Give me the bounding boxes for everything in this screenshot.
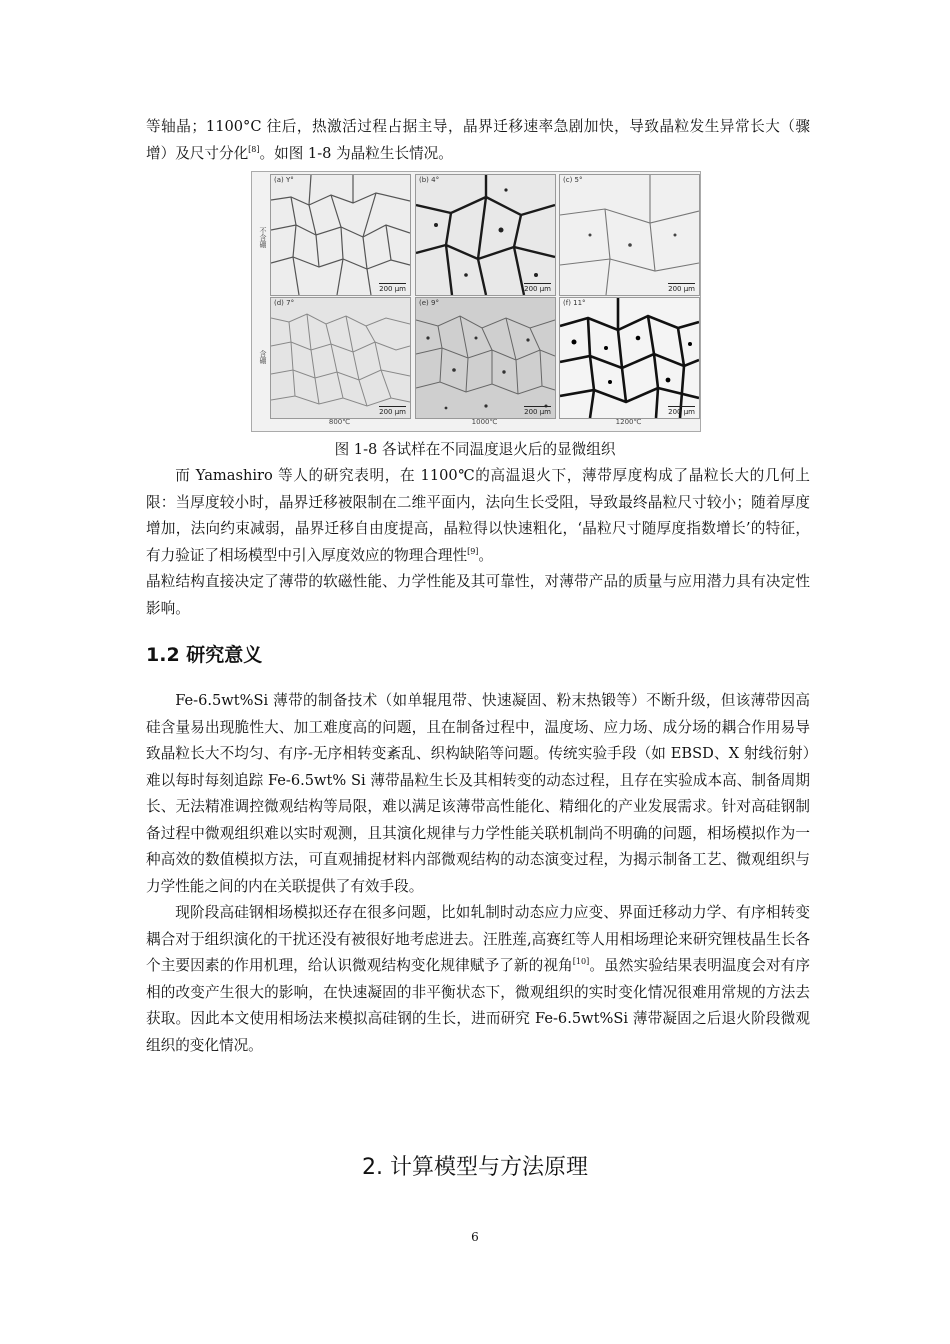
yamashiro-text: 而 Yamashiro 等人的研究表明，在 1100℃的高温退火下，薄带厚度构成了晶粒长大的几何上限：当厚度较小时，晶界迁移被限制在二维平面内，法向生长受阻，导致最终晶粒尺寸较小；随着厚度增加，法向约束减弱，晶界迁移自由度提高，晶粒得以快速粗化，‘晶粒尺寸随厚度指数增长’的特征，有力验证了相场模型中引入厚度效应的物理合理性	[146, 467, 810, 564]
scale-bar-e: 200 μm	[524, 408, 551, 416]
body-text-block-1	[146, 463, 810, 622]
grain-structure-e	[416, 298, 555, 418]
temp-label-1000: 1000℃	[471, 418, 498, 426]
row-label-boron: 含硼	[259, 350, 267, 364]
yamashiro-paragraph	[146, 463, 810, 569]
intro-tail: 。如图 1-8 为晶粒生长情况。	[259, 144, 453, 162]
scale-bar-a: 200 μm	[379, 285, 406, 293]
citation-9: [9]	[467, 546, 479, 556]
micrograph-panel-e	[415, 297, 556, 419]
significance-paragraph-1: Fe-6.5wt%Si 薄带的制备技术（如单辊甩带、快速凝固、粉末热锻等）不断升级，但该薄带因高硅含量易出现脆性大、加工难度高的问题，且在制备过程中，温度场、应力场、成分场的耦合作用易导致晶粒长大不均匀、有序-无序相转变紊乱、织构缺陷等问题。传统实验手段（如 EBSD、X 射线衍射）难以每时每刻追踪 Fe-6.5wt% Si 薄带晶粒生长及其相转变的动态过程，且存在实验成本高、制备周期长、无法精准调控微观结构等局限，难以满足该薄带高性能化、精细化的产业发展需求。针对高硅钢制备过程中微观组织难以实时观测，且其演化规律与力学性能关联机制尚不明确的问题，相场模拟作为一种高效的数值模拟方法，可直观捕捉材料内部微观结构的动态演变过程，为揭示制备工艺、微观组织与力学性能之间的内在关联提供了有效手段。	[146, 692, 810, 895]
panel-label-c: (c) 5°	[563, 176, 583, 184]
micrograph-panel-d	[270, 297, 411, 419]
grain-structure-d	[271, 298, 410, 418]
temp-label-1200: 1200℃	[615, 418, 642, 426]
scale-bar-b: 200 μm	[524, 285, 551, 293]
significance-2-text: 现阶段高硅钢相场模拟还存在很多问题，比如轧制时动态应力应变、界面迁移动力学、有序相转变耦合对于组织演化的干扰还没有被很好地考虑进去。汪胜莲,高赛红等人用相场理论来研究锂枝晶生长各个主要因素的作用机理，给认识微观结构变化规律赋予了新的视角	[146, 904, 810, 974]
significance-paragraph-2	[146, 900, 810, 1059]
grain-structure-b	[416, 175, 555, 295]
intro-paragraph	[146, 114, 810, 167]
intro-text: 等轴晶；1100°C 往后，热激活过程占据主导，晶界迁移速率急剧加快，导致晶粒发生异常长大（骤增）及尺寸分化	[146, 118, 810, 162]
micrograph-panel-a	[270, 174, 411, 296]
citation-8: [8]	[248, 144, 260, 154]
row-label-no-boron: 不含硼	[259, 226, 267, 248]
panel-label-e: (e) 9°	[419, 299, 439, 307]
structure-paragraph: 晶粒结构直接决定了薄带的软磁性能、力学性能及其可靠性，对薄带产品的质量与应用潜力具有决定性影响。	[146, 573, 810, 617]
chapter-heading-2: 2. 计算模型与方法原理	[362, 1155, 588, 1180]
yamashiro-tail: 。	[478, 546, 494, 564]
section-heading-1-2: 1.2 研究意义	[146, 644, 263, 666]
micrograph-panel-b	[415, 174, 556, 296]
grain-structure-f	[560, 298, 699, 418]
scale-bar-d: 200 μm	[379, 408, 406, 416]
panel-label-f: (f) 11°	[563, 299, 586, 307]
grain-structure-a	[271, 175, 410, 295]
panel-label-a: (a) Y°	[274, 176, 294, 184]
significance-2-tail: 。虽然实验结果表明温度会对有序相的改变产生很大的影响，在快速凝固的非平衡状态下，微观组织的实时变化情况很难用常规的方法去获取。因此本文使用相场法来模拟高硅钢的生长，进而研究 Fe-6.5wt%Si 薄带凝固之后退火阶段微观组织的变化情况。	[146, 957, 810, 1054]
micrograph-panel-c	[559, 174, 700, 296]
page-number: 6	[471, 1230, 479, 1244]
temp-label-800: 800℃	[328, 418, 351, 426]
body-text-block-2	[146, 688, 810, 1059]
figure-caption: 图 1-8 各试样在不同温度退火后的显微组织	[334, 441, 616, 458]
scale-bar-f: 200 μm	[668, 408, 695, 416]
micrograph-figure	[251, 171, 701, 432]
grain-structure-c	[560, 175, 699, 295]
scale-bar-c: 200 μm	[668, 285, 695, 293]
panel-label-d: (d) 7°	[274, 299, 295, 307]
micrograph-panel-f	[559, 297, 700, 419]
panel-label-b: (b) 4°	[419, 176, 440, 184]
citation-10: [10]	[572, 957, 590, 967]
